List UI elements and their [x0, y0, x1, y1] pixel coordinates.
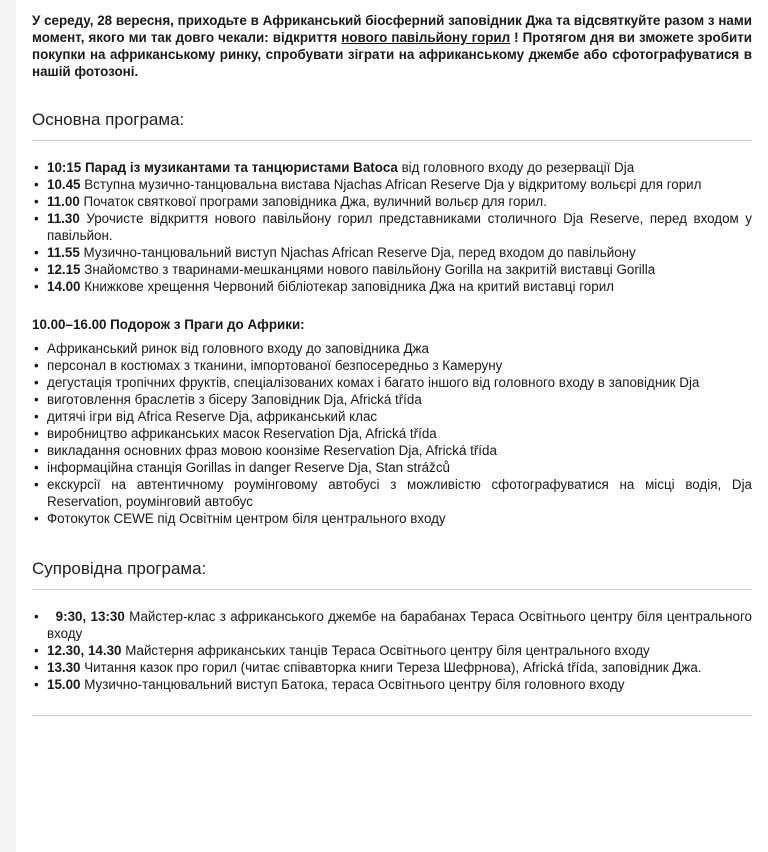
list-item: • екскурсії на автентичному роумінговому автобусі з можливістю сфотографуватися на місці водія, Dja Reservation, роумінговий автобус: [32, 476, 752, 510]
list-item: • виготовлення браслетів з бісеру Заповідник Dja, Africká třída: [32, 391, 752, 408]
item-time: 10.45: [47, 177, 81, 192]
item-text: Урочисте відкриття нового павільйону горил представниками столичного Dja Reserve, перед входом у павільйон.: [47, 211, 752, 243]
item-text: Музично-танцювальний виступ Батока, тераса Освітнього центру біля головного входу: [80, 677, 625, 692]
item-time: 10:15 Парад із музикантами та танцюристами Batoca: [47, 160, 398, 175]
list-item: [32, 193, 752, 210]
section-divider: [32, 715, 752, 716]
item-text: Музично-танцювальний виступ Njachas African Reserve Dja, перед входом до павільйону: [79, 245, 636, 260]
item-text: Знайомство з тваринами-мешканцями нового павільйону Gorilla на закритій виставці Gorilla: [80, 262, 656, 277]
intro-text-1: У середу, 28 вересня, приходьте в Африканський біосферний заповідник Джа та відсвяткуйте разом з нами момент, якого ми так довго чекали: відкриття: [32, 13, 752, 45]
list-item: [32, 642, 752, 659]
main-program-list: [32, 159, 752, 295]
intro-paragraph: [32, 12, 752, 80]
side-program-heading: Супровідна програма:: [32, 559, 752, 590]
list-item: • інформаційна станція Gorillas in danger Reserve Dja, Stan strážců: [32, 459, 752, 476]
item-time: 13.30: [47, 660, 81, 675]
list-item: [32, 278, 752, 295]
item-time: 11.55: [47, 245, 80, 260]
list-item: • Фотокуток CEWE під Освітнім центром біля центрального входу: [32, 510, 752, 527]
list-item: [32, 261, 752, 278]
item-text: Вступна музично-танцювальна вистава Njachas African Reserve Dja у відкритому вольєрі для горил: [80, 177, 702, 192]
item-text: від головного входу до резервації Dja: [397, 160, 635, 175]
item-time: 9:30, 13:30: [47, 609, 125, 624]
main-program-heading: Основна програма:: [32, 110, 752, 141]
side-program-list: [32, 608, 752, 693]
list-item: • дегустація тропічних фруктів, спеціалізованих комах і багато іншого від головного входу в заповідник Dja: [32, 374, 752, 391]
list-item: [32, 244, 752, 261]
list-item: • Африканський ринок від головного входу до заповідника Джа: [32, 340, 752, 357]
gorilla-pavilion-link[interactable]: нового павільйону горил: [341, 30, 511, 45]
item-text: Майстер-клас з африканського джембе на барабанах Тераса Освітнього центру біля центрального входу: [47, 609, 752, 641]
item-text: Початок святкової програми заповідника Джа, вуличний вольєр для горил.: [79, 194, 547, 209]
item-text: Читання казок про горил (читає співавторка книги Тереза Шефрнова), Africká třída, заповідник Джа.: [80, 660, 702, 675]
item-time: 15.00: [47, 677, 81, 692]
list-item: [32, 210, 752, 244]
list-item: • виробництво африканських масок Reservation Dja, Africká třída: [32, 425, 752, 442]
item-time: 12.30, 14.30: [47, 643, 122, 658]
list-item: • персонал в костюмах з тканини, імпортованої безпосередньо з Камеруну: [32, 357, 752, 374]
item-time: 14.00: [47, 279, 81, 294]
item-time: 12.15: [47, 262, 81, 277]
list-item: [32, 608, 752, 642]
list-item: [32, 676, 752, 693]
journey-list: [32, 340, 752, 527]
list-item: • дитячі ігри від Africa Reserve Dja, африканський клас: [32, 408, 752, 425]
item-time: 11.00: [47, 194, 80, 209]
journey-heading: 10.00–16.00 Подорож з Праги до Африки:: [32, 317, 305, 332]
list-item: [32, 159, 752, 176]
list-item: [32, 176, 752, 193]
list-item: [32, 659, 752, 676]
article: [16, 0, 768, 852]
item-time: 11.30: [47, 211, 80, 226]
item-text: Майстерня африканських танців Тераса Освітнього центру біля центрального входу: [121, 643, 650, 658]
list-item: • викладання основних фраз мовою коонзіме Reservation Dja, Africká třída: [32, 442, 752, 459]
intro-text-2: ! Протягом дня ви зможете зробити покупки на африканському ринку, спробувати зіграти на африканському джембе або сфотографуватися в нашій фотозоні.: [32, 30, 752, 79]
item-text: Книжкове хрещення Червоний бібліотекар заповідника Джа на критий виставці горил: [80, 279, 614, 294]
